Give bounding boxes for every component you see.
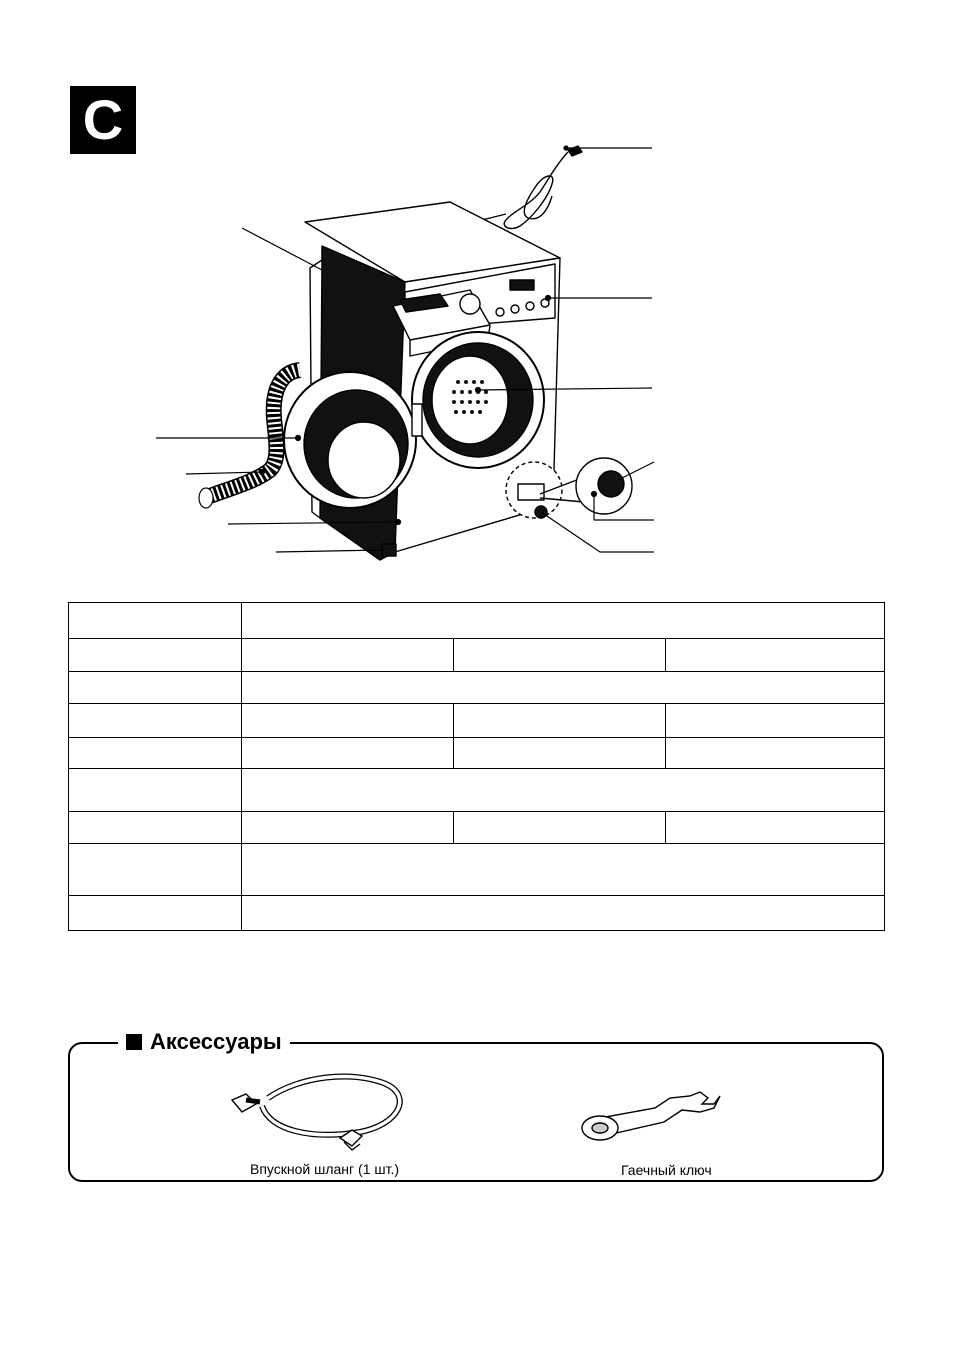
inlet-hose-icon [232,1076,400,1150]
accessory-label-inlet-hose: Впускной шланг (1 шт.) [250,1161,400,1177]
accessory-label-spanner: Гаечный ключ [621,1162,712,1178]
spanner-icon [582,1092,720,1140]
accessories-title: Аксессуары [150,1029,282,1054]
section-badge: C [70,86,136,154]
